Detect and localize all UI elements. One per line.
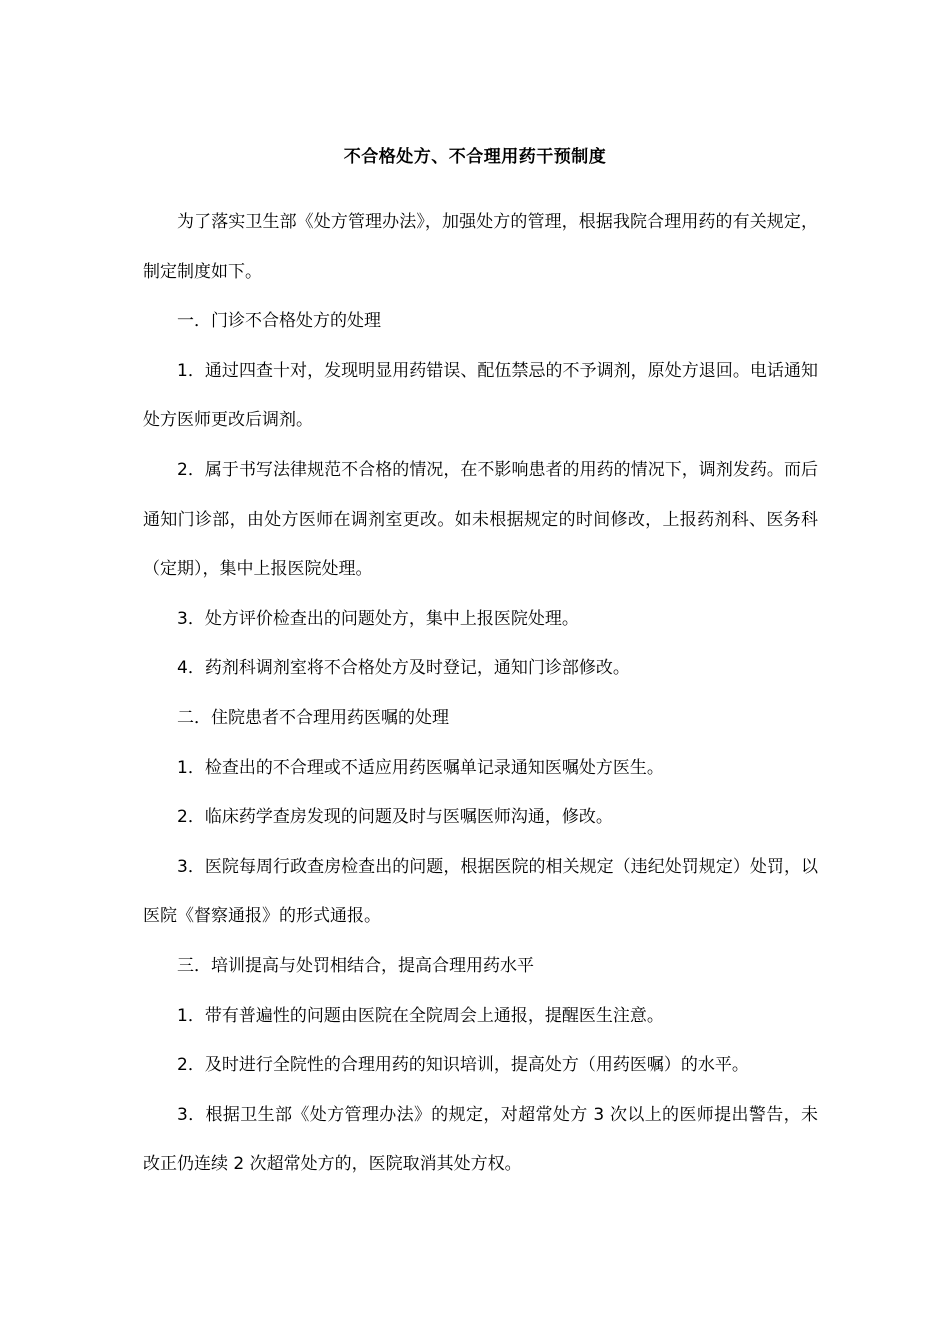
outpatient-item-3: 3．处方评价检查出的问题处方，集中上报医院处理。 bbox=[177, 608, 579, 629]
inpatient-item-1: 1．检查出的不合理或不适应用药医嘱单记录通知医嘱处方医生。 bbox=[177, 757, 664, 778]
training-item-3: 3．根据卫生部《处方管理办法》的规定，对超常处方 3 次以上的医师提出警告，未改正仍连续 2 次超常处方的，医院取消其处方权。 bbox=[143, 1104, 818, 1175]
document-body bbox=[143, 198, 818, 1190]
outpatient-item-1: 1．通过四查十对，发现明显用药错误、配伍禁忌的不予调剂，原处方退回。电话通知处方医师更改后调剂。 bbox=[143, 360, 818, 431]
section-heading-inpatient: 二．住院患者不合理用药医嘱的处理 bbox=[177, 707, 449, 728]
section-heading-training: 三．培训提高与处罚相结合，提高合理用药水平 bbox=[177, 955, 534, 976]
outpatient-item-4: 4．药剂科调剂室将不合格处方及时登记，通知门诊部修改。 bbox=[177, 658, 630, 679]
section-heading-outpatient: 一．门诊不合格处方的处理 bbox=[177, 311, 381, 332]
training-item-1: 1．带有普遍性的问题由医院在全院周会上通报，提醒医生注意。 bbox=[177, 1005, 664, 1026]
inpatient-item-3: 3．医院每周行政查房检查出的问题，根据医院的相关规定（违纪处罚规定）处罚，以医院《督察通报》的形式通报。 bbox=[143, 856, 818, 927]
document-title: 不合格处方、不合理用药干预制度 bbox=[343, 147, 607, 167]
intro-paragraph: 为了落实卫生部《处方管理办法》，加强处方的管理，根据我院合理用药的有关规定，制定制度如下。 bbox=[143, 212, 818, 282]
training-item-2: 2．及时进行全院性的合理用药的知识培训，提高处方（用药医嘱）的水平。 bbox=[177, 1055, 749, 1076]
outpatient-item-2: 2．属于书写法律规范不合格的情况，在不影响患者的用药的情况下，调剂发药。而后通知门诊部，由处方医师在调剂室更改。如未根据规定的时间修改，上报药剂科、医务科（定期），集中上报医院处理。 bbox=[143, 459, 818, 580]
inpatient-item-2: 2．临床药学查房发现的问题及时与医嘱医师沟通，修改。 bbox=[177, 807, 613, 828]
